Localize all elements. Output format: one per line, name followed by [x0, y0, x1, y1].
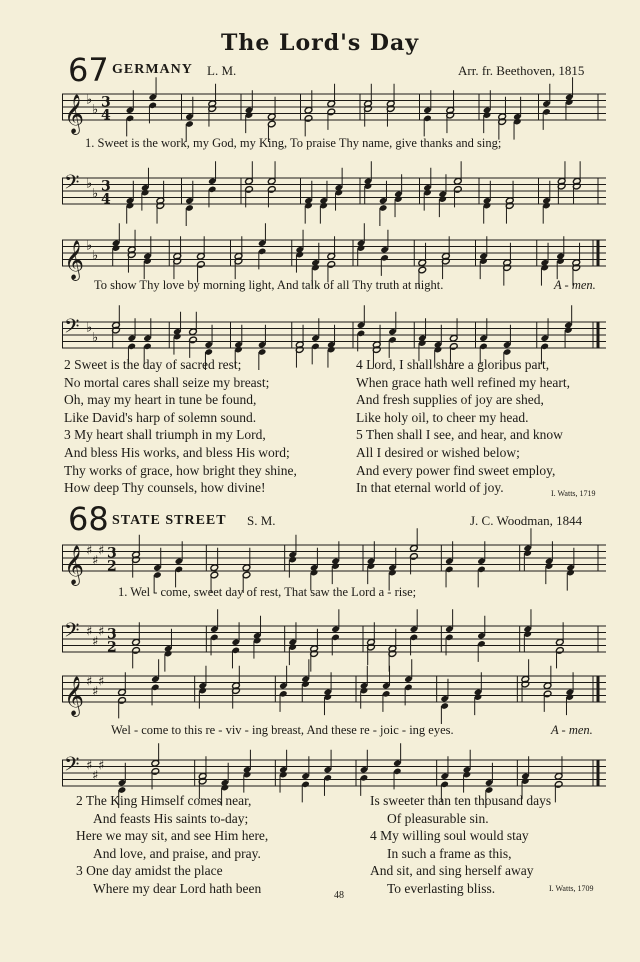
verse-line: And feasts His saints to-day;	[93, 810, 249, 826]
amen-lyric: A - men.	[551, 723, 593, 737]
key-signature-icon: ♯	[86, 674, 93, 690]
tune-name: STATE STREET	[112, 513, 227, 528]
key-signature-icon: ♭	[86, 92, 93, 108]
verse-line: Of pleasurable sin.	[387, 810, 489, 826]
hymn67-system1-bass	[62, 170, 606, 210]
clef-icon: 𝄢	[64, 170, 80, 199]
page-title: The Lord's Day	[220, 30, 420, 56]
time-signature-icon: 2	[107, 558, 117, 575]
clef-icon: 𝄞	[64, 94, 85, 134]
meter: L. M.	[207, 63, 237, 78]
time-signature-icon: 3	[101, 94, 111, 111]
verse-line: Like holy oil, to cheer my head.	[356, 409, 529, 425]
verse-line: And bless His works, and bless His word;	[64, 444, 290, 460]
composer: J. C. Woodman, 1844	[470, 513, 583, 528]
clef-icon: 𝄞	[64, 545, 85, 585]
verses-right	[370, 792, 551, 898]
verse-line: When grace hath well refined my heart,	[356, 374, 571, 390]
verse-line: 2 The King Himself comes near,	[76, 793, 252, 808]
tune-name: GERMANY	[112, 62, 193, 77]
key-signature-icon: ♭	[86, 238, 93, 254]
key-signature-icon: ♯	[92, 553, 99, 569]
verse-line: 4 Lord, I shall share a glorious part,	[356, 357, 550, 372]
hymn68-system2-treble	[62, 668, 606, 716]
hymn-number: 68	[68, 500, 109, 538]
verse-line: And every power find sweet employ,	[356, 462, 556, 478]
clef-icon: 𝄞	[64, 676, 85, 716]
clef-icon: 𝄢	[64, 618, 80, 647]
verse-line: Here we may sit, and see Him here,	[76, 828, 269, 844]
verse-line: Thy works of grace, how bright they shine,	[64, 462, 297, 478]
verses-left	[64, 356, 297, 497]
key-signature-icon: ♯	[98, 674, 105, 690]
time-signature-icon: 3	[107, 626, 117, 643]
hymn67-system2-treble	[62, 232, 606, 280]
time-signature-icon: 4	[101, 191, 111, 208]
hymn67-system1-treble	[62, 86, 606, 134]
key-signature-icon: ♯	[92, 684, 99, 700]
verses-left	[76, 792, 268, 898]
meter: S. M.	[247, 513, 276, 528]
verse-line: In such a frame as this,	[387, 845, 512, 861]
lyric-line: To show Thy love by morning light, And talk of all Thy truth at night.	[94, 278, 444, 292]
hymn67-system2-bass	[62, 314, 606, 354]
key-signature-icon: ♭	[86, 176, 93, 192]
verse-line: No mortal cares shall seize my breast;	[64, 374, 270, 390]
verse-line: 4 My willing soul would stay	[370, 828, 529, 844]
lyric-line: Wel - come to this re - viv - ing breast, And these re - joic - ing eyes.	[111, 723, 454, 737]
key-signature-icon: ♭	[92, 186, 99, 202]
key-signature-icon: ♯	[92, 634, 99, 650]
key-signature-icon: ♭	[92, 248, 99, 264]
author-credit: I. Watts, 1709	[549, 884, 594, 893]
time-signature-icon: 4	[101, 107, 111, 124]
verse-line: Oh, may my heart in tune be found,	[64, 392, 257, 408]
time-signature-icon: 3	[107, 545, 117, 562]
key-signature-icon: ♭	[92, 102, 99, 118]
hymn68-system1-bass	[62, 618, 606, 658]
verse-line: In that eternal world of joy.	[356, 480, 504, 496]
time-signature-icon: 3	[101, 178, 111, 195]
verse-line: Where my dear Lord hath been	[93, 880, 262, 896]
verse-line: And sit, and sing herself away	[370, 863, 534, 879]
key-signature-icon: ♭	[86, 320, 93, 336]
key-signature-icon: ♯	[86, 543, 93, 559]
verse-line: 5 Then shall I see, and hear, and know	[356, 427, 563, 443]
key-signature-icon: ♯	[98, 624, 105, 640]
verse-line: To everlasting bliss.	[387, 880, 496, 896]
hymn68-system1-treble	[62, 537, 606, 585]
verse-line: Is sweeter than ten thousand days	[370, 793, 552, 808]
hymn68-system2-bass	[62, 752, 606, 792]
key-signature-icon: ♯	[98, 543, 105, 559]
verse-line: 3 One day amidst the place	[76, 863, 223, 879]
verse-line: 3 My heart shall triumph in my Lord,	[64, 427, 266, 443]
verse-line: Like David's harp of solemn sound.	[64, 409, 257, 425]
verse-line: And love, and praise, and pray.	[93, 845, 261, 861]
clef-icon: 𝄢	[64, 752, 80, 781]
verse-line: How deep Thy counsels, how divine!	[64, 480, 266, 496]
key-signature-icon: ♭	[92, 330, 99, 346]
hymn-number: 67	[68, 51, 109, 89]
key-signature-icon: ♯	[98, 758, 105, 774]
lyric-line: 1. Wel - come, sweet day of rest, That saw the Lord a - rise;	[118, 585, 417, 599]
composer: Arr. fr. Beethoven, 1815	[458, 63, 585, 78]
verses-right	[356, 356, 570, 497]
author-credit: I. Watts, 1719	[551, 489, 596, 498]
lyric-line: 1. Sweet is the work, my God, my King, To praise Thy name, give thanks and sing;	[85, 136, 502, 150]
time-signature-icon: 2	[107, 639, 117, 656]
verse-line: All I desired or wished below;	[356, 444, 520, 460]
page-number: 48	[334, 890, 344, 901]
amen-lyric: A - men.	[554, 278, 596, 292]
clef-icon: 𝄢	[64, 314, 80, 343]
clef-icon: 𝄞	[64, 240, 85, 280]
key-signature-icon: ♯	[86, 758, 93, 774]
key-signature-icon: ♯	[92, 768, 99, 784]
verse-line: 2 Sweet is the day of sacred rest;	[64, 357, 242, 372]
verse-line: And fresh supplies of joy are shed,	[356, 392, 544, 408]
key-signature-icon: ♯	[86, 624, 93, 640]
